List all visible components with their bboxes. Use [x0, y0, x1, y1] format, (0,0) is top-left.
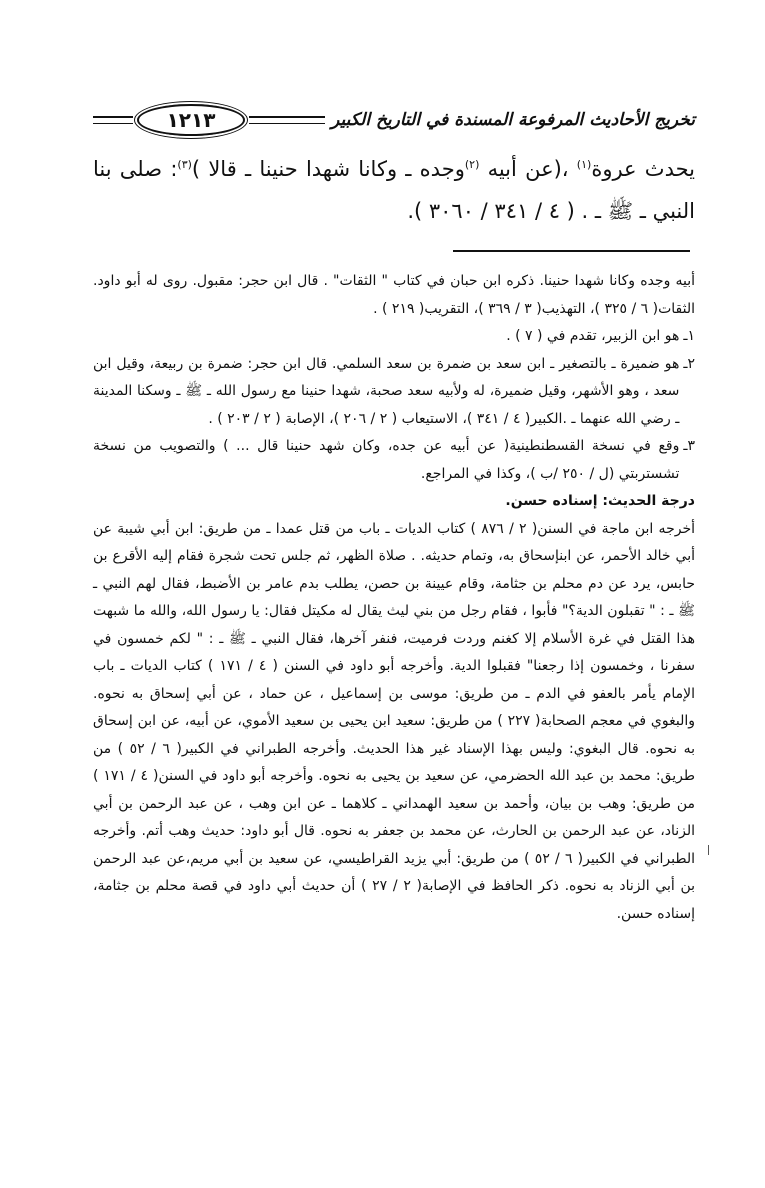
footnote-text: هو ضميرة ـ بالتصغير ـ ابن سعد بن ضمرة بن سعد السلمي. قال ابن حجر: ضمرة بن ربيعة، وقيل ابن سعد ، وهو الأشهر، وقيل ضميرة، له ولأبيه سعد صحبة، شهدا حنينا مع رسول الله ـ ﷺ ـ وسكنا المدينة ـ رضي الله عنهما ـ .الكبير( ٤ / ٣٤١ )، الاستيعاب ( ٢ / ٢٠٦ )، الإصابة ( ٢ / ٢٠٣ ) . — [93, 355, 680, 427]
footnote-continuation: أبيه وجده وكانا شهدا حنينا. ذكره ابن حبان في كتاب " الثقات" . قال ابن حجر: مقبول. روى له أبو داود. الثقات( ٦ / ٣٢٥ )، التهذيب( ٣ / ٣٦٩ )، التقريب( ٢١٩ ) . — [93, 273, 695, 317]
header-rule — [249, 116, 325, 124]
running-header — [93, 100, 695, 140]
hadith-grade: درجة الحديث: إسناده حسن. — [505, 493, 695, 509]
takhrij-paragraph: أخرجه ابن ماجة في السنن( ٢ / ٨٧٦ ) كتاب الديات ـ باب من قتل عمدا ـ من طريق: ابن أبي شيبة عن أبي خالد الأحمر، عن ابنإسحاق به، وتمام حديثه. . صلاة الظهر، ثم جلس تحت شجرة فقام إليه الأقرع بن حابس، يرد عن دم محلم بن جثامة، وقام عيينة بن حصن، يطلب بدم عامر بن الأضبط، فقال لهم النبي ـ ﷺ ـ : " تقبلون الدية؟" فأبوا ، فقام رجل من بني ليث يقال له مكيتل فقال: يا رسول الله، والله ما شبهت هذا القتل في غرة الأسلام إلا كغنم وردت فرميت، فنفر آخرها، فقال النبي ـ ﷺ ـ : " لكم خمسون في سفرنا ، وخمسون إذا رجعنا" فقبلوا الدية. وأخرجه أبو داود في السنن ( ٤ / ١٧١ ) كتاب الديات ـ باب الإمام يأمر بالعفو في الدم ـ من طريق: موسى بن إسماعيل ، عن حماد ، عن أبي إسحاق به نحوه. والبغوي في معجم الصحابة( ٢٢٧ ) من طريق: سعيد ابن يحيى بن سعيد الأموي، عن أبيه، عن ابن إسحاق به نحوه. قال البغوي: وليس بهذا الإسناد غير هذا الحديث. وأخرجه الطبراني في الكبير( ٦ / ٥٢ ) من طريق: محمد بن عبد الله الحضرمي، عن سعيد بن يحيى به نحوه. وأخرجه أبو داود في السنن( ٤ / ١٧١ ) من طريق: وهب بن بيان، وأحمد بن سعيد الهمداني ـ كلاهما ـ عن ابن وهب ، عن عبد الرحمن بن أبي الزناد، عن عبد الرحمن بن الحارث، عن محمد بن جعفر به نحوه. قال أبو داود: حديث وهب أتم. وأخرجه الطبراني في الكبير( ٦ / ٥٢ ) من طريق: أبي يزيد القراطيسي، عن سعيد بن أبي مريم،عن عبد الرحمن بن أبي الزناد به نحوه. ذكر الحافظ في الإصابة( ٢ / ٢٧ ) أن حديث أبي داود في قصة محلم بن جثامة، إسناده حسن. — [93, 520, 696, 922]
footnote-separator — [453, 250, 690, 252]
footnote-3 — [93, 433, 695, 488]
book-title: تخريج الأحاديث المرفوعة المسندة في التاريخ الكبير — [331, 110, 695, 130]
footnote-2 — [93, 351, 695, 434]
footnote-ref-2: (٢) — [464, 158, 480, 171]
footnote-text: هو ابن الزبير، تقدم في ( ٧ ) . — [506, 328, 680, 344]
footnote-ref-3: (٣) — [177, 158, 192, 171]
main-segment: يحدث عروة — [591, 157, 695, 181]
footnote-1 — [93, 323, 695, 351]
footnote-ref-1: (١) — [576, 158, 592, 171]
main-segment: : صلى بنا النبي ـ ﷺ ـ . ( ٤ / ٣٤١ / ٣٠٦٠ ). — [93, 157, 695, 223]
footnotes — [93, 268, 695, 928]
hadith-text — [93, 148, 695, 232]
main-segment: وجده ـ وكانا شهدا حنينا ـ قالا ) — [191, 157, 465, 181]
footnote-number: ٢ـ — [683, 355, 695, 372]
header-rule-end — [93, 116, 133, 124]
footnote-number: ٣ـ — [683, 438, 695, 454]
footnote-text: وقع في نسخة القسطنطينية( عن أبيه عن جده، وكان شهد حنينا قال ... ) والتصويب من نسخة تشستربتي (ل / ٢٥٠ /ب )، وكذا في المراجع. — [93, 438, 680, 482]
main-segment: ،(عن أبيه — [479, 157, 577, 181]
margin-mark — [708, 845, 709, 855]
page-number: ١٢١٣ — [137, 104, 245, 136]
footnote-number: ١ـ — [683, 328, 695, 344]
